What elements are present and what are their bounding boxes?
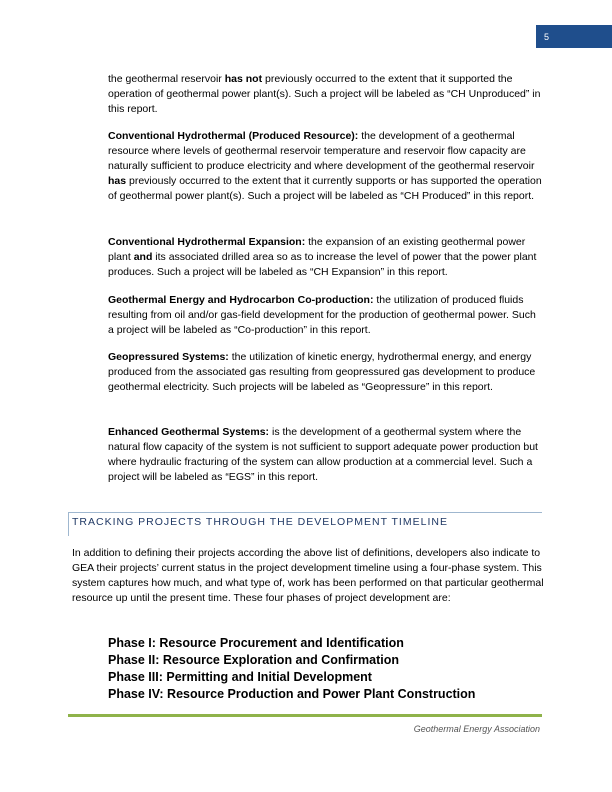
definition-term: Enhanced Geothermal Systems: [108, 426, 270, 438]
definition-text [108, 350, 542, 395]
text-segment: the development of a geothermal resource where levels of geothermal reservoir temperature and reservoir flow capacity are naturally sufficient to produce electricity and where development of the geothermal reservoir [108, 130, 535, 172]
phase-item-1: Phase I: Resource Procurement and Identification [108, 636, 404, 650]
text-segment-bold: and [133, 251, 153, 263]
phase-item-4: Phase IV: Resource Production and Power Plant Construction [108, 687, 476, 701]
phase-item-2: Phase II: Resource Exploration and Confirmation [108, 653, 400, 667]
text-segment: the utilization of produced fluids resulting from oil and/or gas-field development for the production of geothermal power. Such a project will be labeled as “Co-production” in this report. [108, 294, 536, 336]
section-heading-rule-left [68, 512, 69, 536]
phase-list [108, 635, 475, 703]
text-segment-bold: has not [224, 73, 263, 85]
definition-text [108, 293, 542, 338]
text-segment: previously occurred to the extent that it supported the operation of geothermal power plant(s). Such a project will be labeled as “CH Unproduced” in this report. [108, 73, 541, 115]
section-heading-rule-top [68, 512, 542, 513]
definition-term: Conventional Hydrothermal Expansion: [108, 236, 306, 248]
text-segment-bold: has [108, 175, 127, 187]
text-segment: its associated drilled area so as to increase the level of power that the power plant produces. Such a project will be labeled as “CH Expansion” in this report. [108, 251, 537, 278]
definition-co-production [108, 293, 542, 338]
definition-text [108, 72, 542, 117]
definition-term: Geopressured Systems: [108, 351, 229, 363]
text-segment: the expansion of an existing geothermal power plant [108, 236, 526, 263]
page-number: 5 [544, 32, 550, 42]
definition-ch-unproduced-continued [108, 72, 542, 117]
definition-text [108, 129, 542, 204]
section-heading: TRACKING PROJECTS THROUGH THE DEVELOPMENT TIMELINE [72, 516, 448, 528]
footer-rule [68, 714, 542, 717]
definition-text [108, 425, 542, 485]
text-segment: the geothermal reservoir [108, 73, 225, 85]
text-segment: previously occurred to the extent that it currently supports or has supported the operation of geothermal power plant(s). Such a project will be labeled as “CH Produced” in this report. [108, 175, 542, 202]
definition-ch-expansion [108, 235, 542, 280]
page-number-box [536, 25, 612, 48]
intro-paragraph: In addition to defining their projects according the above list of definitions, developers also indicate to GEA their projects’ current status in the project development timeline using a four-phase system. This system captures how much, and what type of, work has been performed on that particular geothermal resource up until the present time. These four phases of project development are: [72, 547, 544, 604]
definition-term: Conventional Hydrothermal (Produced Resource): [108, 130, 359, 142]
text-segment: is the development of a geothermal system where the natural flow capacity of the system is not sufficient to support adequate power production but where hydraulic fracturing of the system can allow production at a commercial level. Such a project will be labeled as “EGS” in this report. [108, 426, 538, 483]
definition-geopressure [108, 350, 542, 395]
definition-text [108, 235, 542, 280]
definition-ch-produced [108, 129, 542, 204]
definition-term: Geothermal Energy and Hydrocarbon Co-production: [108, 294, 374, 306]
footer-organization: Geothermal Energy Association [413, 724, 540, 734]
definition-egs [108, 425, 542, 485]
phase-item-3: Phase III: Permitting and Initial Development [108, 670, 372, 684]
text-segment: the utilization of kinetic energy, hydrothermal energy, and energy produced from the associated gas resulting from geopressured gas development to produce geothermal electricity. Such projects will be labeled as “Geopressure” in this report. [108, 351, 536, 393]
